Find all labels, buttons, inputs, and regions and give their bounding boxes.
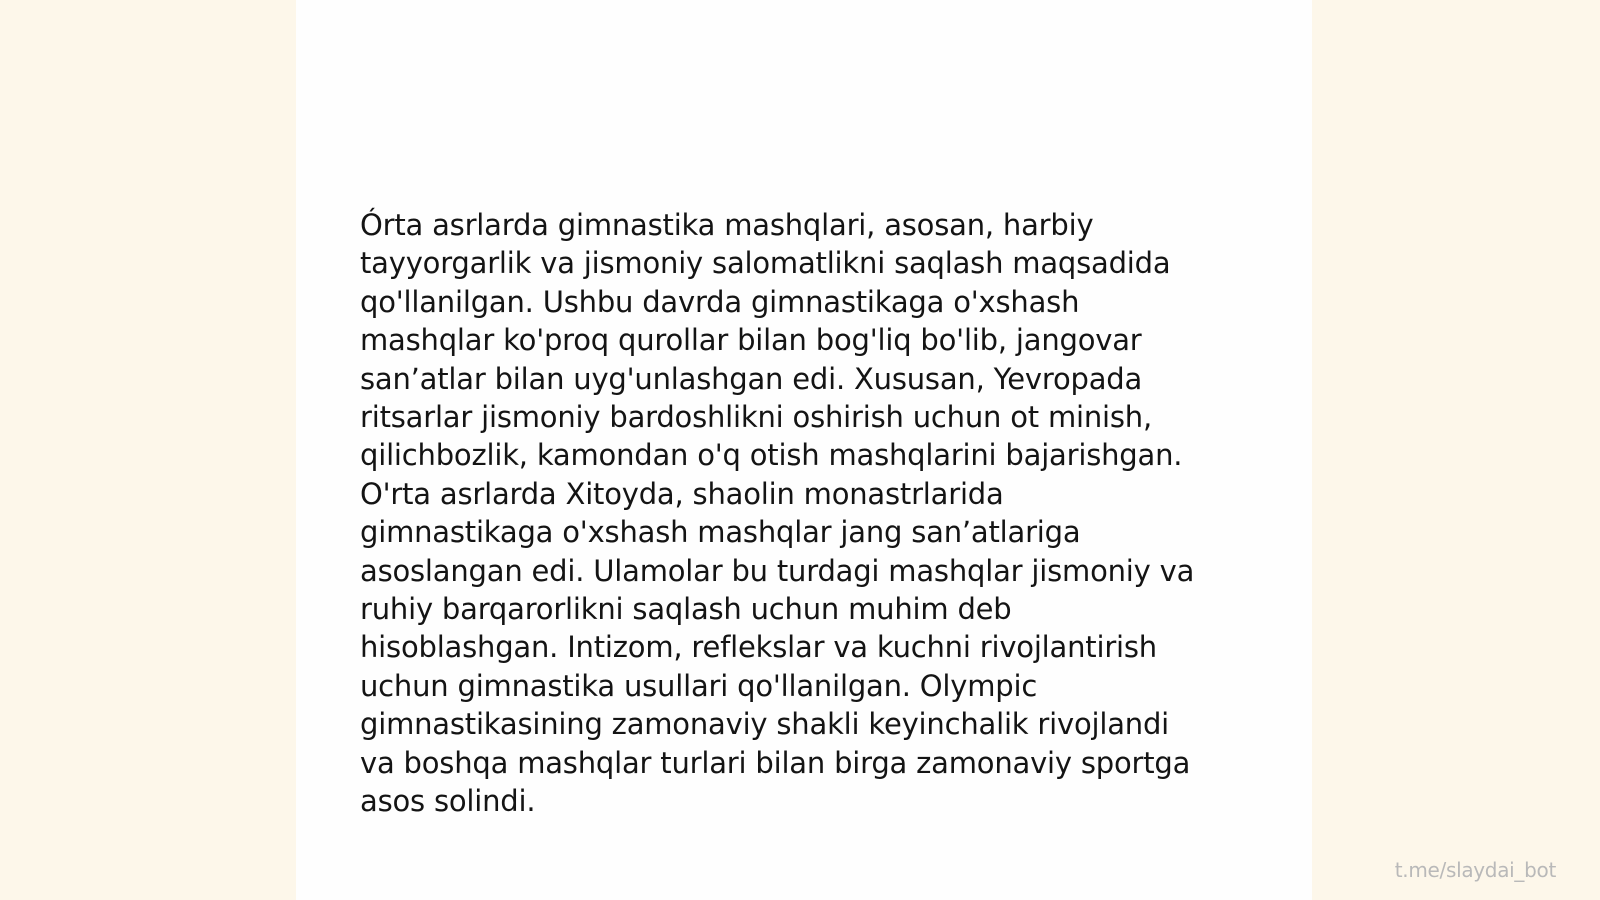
text-line: asos solindi.: [360, 784, 536, 819]
text-line: Órta asrlarda gimnastika mashqlari, asosan, harbiy: [360, 208, 1094, 242]
text-line: gimnastikaga o'xshash mashqlar jang san’atlariga: [360, 515, 1081, 550]
text-line: qo'llanilgan. Ushbu davrda gimnastikaga o'xshash: [360, 284, 1080, 319]
text-line: ritsarlar jismoniy bardoshlikni oshirish uchun ot minish,: [360, 400, 1152, 435]
text-line: va boshqa mashqlar turlari bilan birga zamonaviy sportga: [360, 745, 1191, 780]
text-line: mashqlar ko'proq qurollar bilan bog'liq bo'lib, jangovar: [360, 323, 1142, 358]
text-line: tayyorgarlik va jismoniy salomatlikni saqlash maqsadida: [360, 246, 1171, 281]
text-line: uchun gimnastika usullari qo'llanilgan. Olympic: [360, 668, 1038, 703]
watermark-link[interactable]: t.me/slaydai_bot: [1394, 858, 1556, 882]
text-line: san’atlar bilan uyg'unlashgan edi. Xususan, Yevropada: [360, 361, 1143, 396]
text-line: hisoblashgan. Intizom, reflekslar va kuchni rivojlantirish: [360, 630, 1157, 665]
text-line: ruhiy barqarorlikni saqlash uchun muhim deb: [360, 592, 1012, 627]
slide: [296, 0, 1312, 900]
body-paragraph: [360, 206, 1240, 821]
text-line: qilichbozlik, kamondan o'q otish mashqlarini bajarishgan.: [360, 438, 1183, 473]
text-line: asoslangan edi. Ulamolar bu turdagi mashqlar jismoniy va: [360, 553, 1195, 588]
text-line: gimnastikasining zamonaviy shakli keyinchalik rivojlandi: [360, 707, 1170, 742]
text-line: O'rta asrlarda Xitoyda, shaolin monastrlarida: [360, 476, 1004, 511]
